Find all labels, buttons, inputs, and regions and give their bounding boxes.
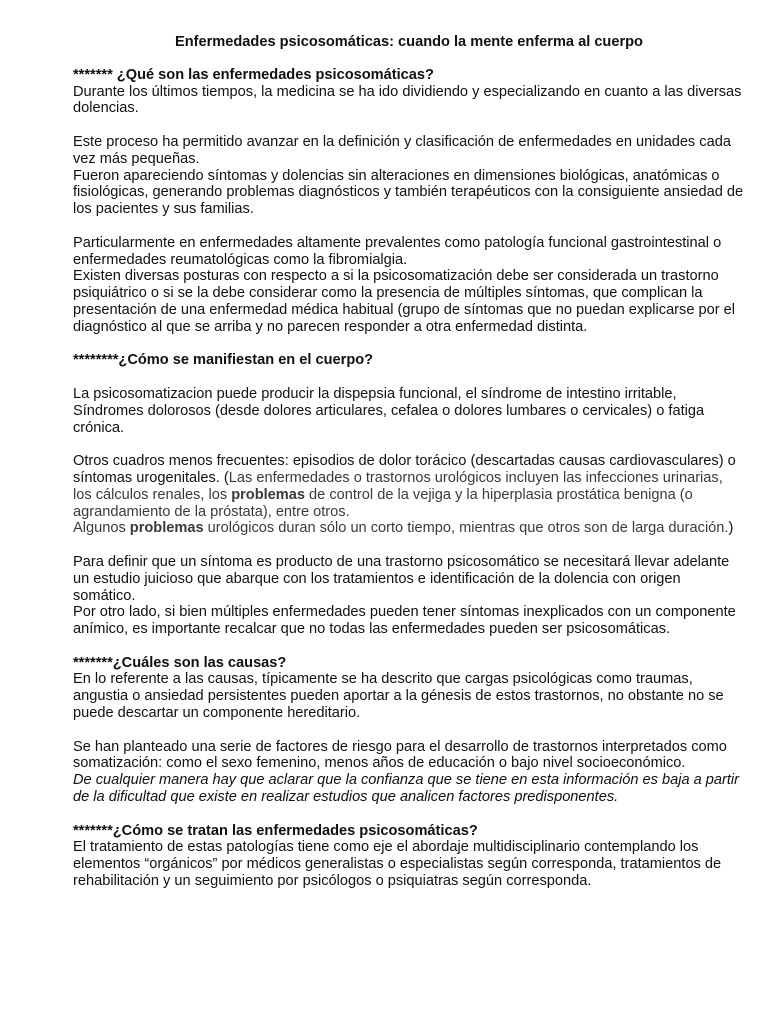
paragraph [73,520,745,537]
section-treatment [73,823,745,890]
text-run: Otros cuadros menos frecuentes: episodios de dolor torácico (descartadas causas cardiovasculares) o síntomas urogenitales. ( [73,453,736,486]
section-heading: *******¿Cómo se tratan las enfermedades psicosomáticas? [73,822,478,839]
paragraph: Particularmente en enfermedades altamente prevalentes como patología funcional gastrointestinal o enfermedades reumatológicas como la fibromialgia. [73,234,722,268]
paragraph: Este proceso ha permitido avanzar en la definición y clasificación de enfermedades en unidades cada vez más pequeñas. [73,133,731,167]
bold-term: problemas [231,486,305,503]
document-page [73,34,745,890]
section-causes [73,655,745,806]
quoted-text: de control de la vejiga y la hiperplasia prostática benigna (o agrandamiento de la próstata), entre otros. [73,486,693,520]
paragraph: En lo referente a las causas, típicamente se ha descrito que cargas psicológicas como traumas, angustia o ansiedad persistentes pueden aportar a la génesis de estos trastornos, no obstante no se puede descartar un componente hereditario. [73,671,724,722]
paragraph: El tratamiento de estas patologías tiene como eje el abordaje multidisciplinario contemplando los elementos “orgánicos” por médicos generalistas o especialistas según corresponda, tratamientos de rehabilitación y un seguimiento por psicólogos o psiquiatras según corresponda. [73,839,722,890]
section-heading: ******* ¿Qué son las enfermedades psicosomáticas? [73,66,434,83]
paragraph-italic [73,772,745,806]
section-heading: *******¿Cuáles son las causas? [73,654,287,671]
text-run: ) [728,520,734,537]
italic-note: De cualquier manera hay que aclarar que la confianza que se tiene en esta información es baja a partir de la dificultad que existe en realizar estudios que analicen factores predisponentes. [73,772,740,806]
paragraph: Se han planteado una serie de factores de riesgo para el desarrollo de trastornos interpretados como somatización: como el sexo femenino, menos años de educación o bajo nivel socioeconómico. [73,738,727,772]
quoted-text: Las enfermedades o trastornos urológicos incluyen las infecciones urinarias, los cálculos renales, los [73,469,723,503]
paragraph: La psicosomatizacion puede producir la dispepsia funcional, el síndrome de intestino irritable, Síndromes dolorosos (desde dolores articulares, cefalea o dolores lumbares o cervicales) o fatiga crónica. [73,385,705,436]
paragraph: Para definir que un síntoma es producto de una trastorno psicosomático se necesitará llevar adelante un estudio juicioso que abarque con los tratamientos e identificación de la dolencia con origen somático. [73,553,730,604]
section-what-are [73,67,745,336]
section-heading: ********¿Cómo se manifiestan en el cuerpo? [73,352,374,369]
quoted-text: Algunos [73,520,130,537]
paragraph: Por otro lado, si bien múltiples enfermedades pueden tener síntomas inexplicados con un componente anímico, es importante recalcar que no todas las enfermedades pueden ser psicosomáticas. [73,604,736,638]
bold-term: problemas [129,520,204,537]
paragraph: Durante los últimos tiempos, la medicina se ha ido dividiendo y especializando en cuanto a las diversas dolencias. [73,83,742,117]
document-title: Enfermedades psicosomáticas: cuando la mente enferma al cuerpo [175,34,643,50]
section-how-manifest [73,352,745,638]
paragraph [73,453,745,520]
quoted-text: urológicos duran sólo un corto tiempo, mientras que otros son de larga duración. [203,520,729,537]
paragraph: Existen diversas posturas con respecto a si la psicosomatización debe ser considerada un trastorno psiquiátrico o si se la debe considerar como la presencia de múltiples síntomas, que complican la presentación de una enfermedad médica habitual (grupo de síntomas que no puedan explicarse por el diagnóstico al que se arriba y no parecen responder a otra enfermedad distinta. [73,268,736,335]
paragraph: Fueron apareciendo síntomas y dolencias sin alteraciones en dimensiones biológicas, anatómicas o fisiológicas, generando problemas diagnósticos y también terapéuticos con la consiguiente ansiedad de los pacientes y sus familias. [73,167,744,218]
